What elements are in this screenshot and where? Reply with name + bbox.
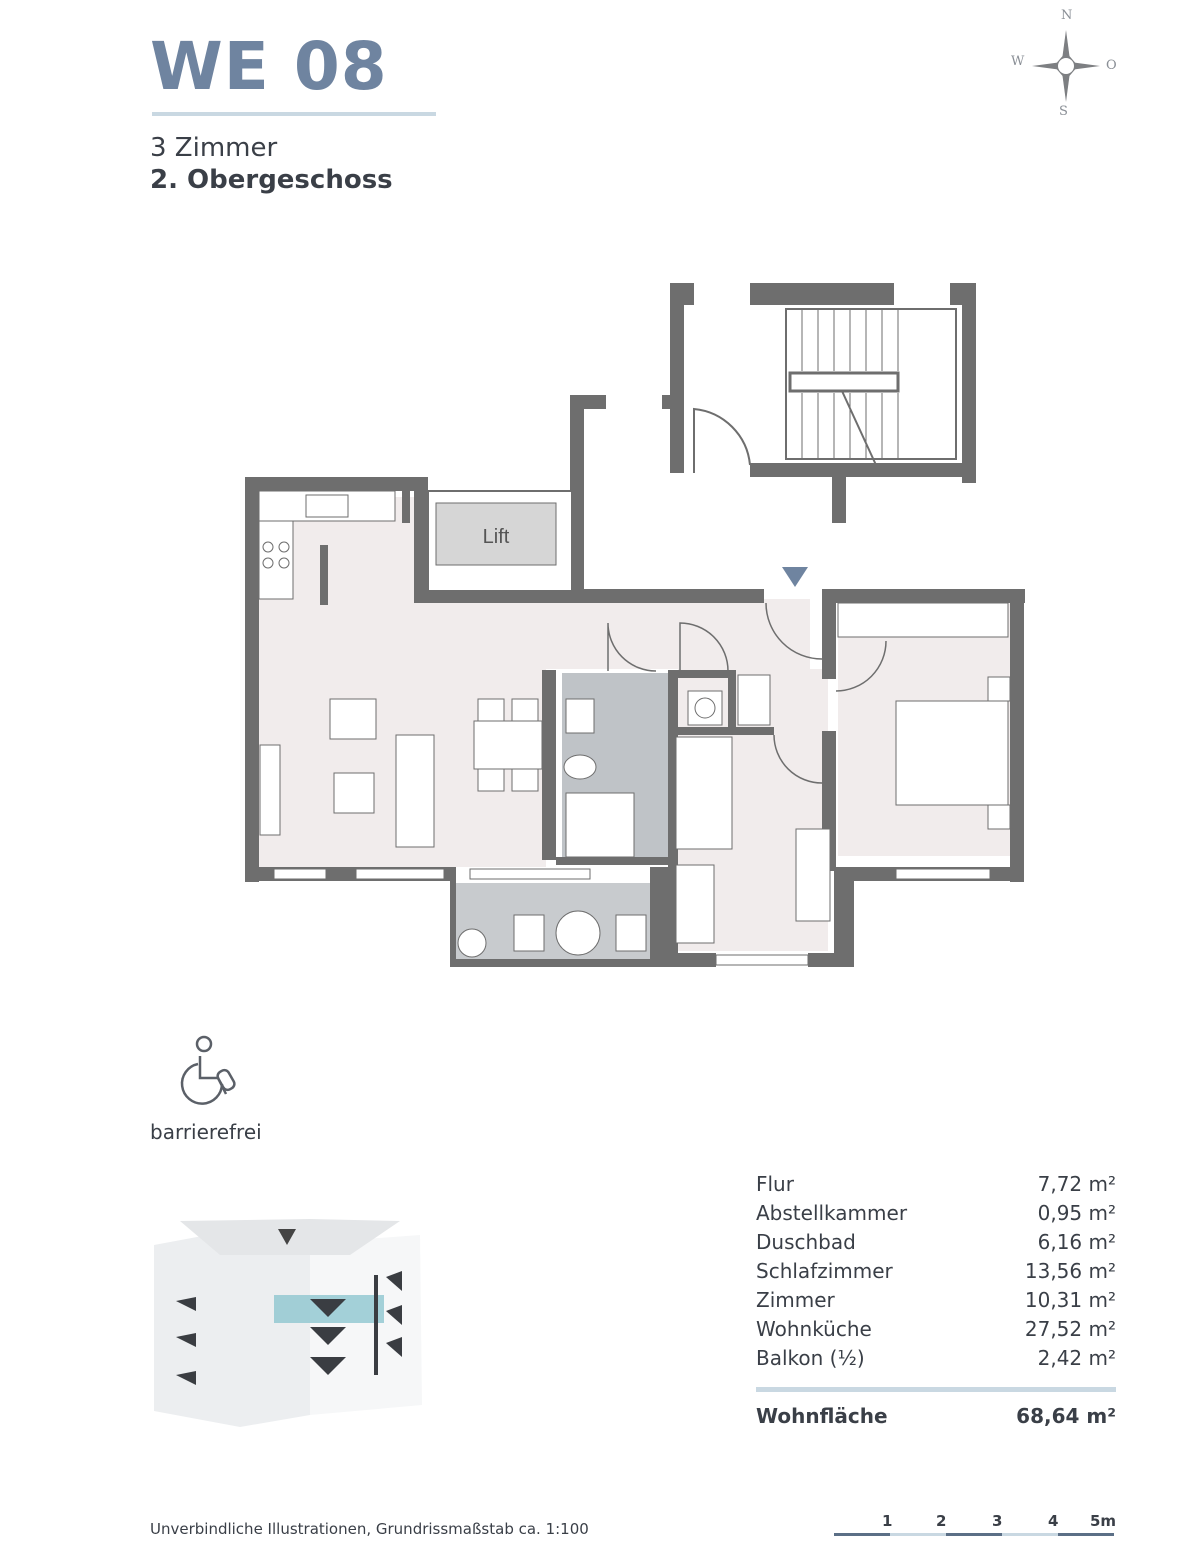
scale-bar bbox=[832, 1512, 1118, 1540]
room-area: 7,72 m² bbox=[1037, 1172, 1116, 1196]
dining-chair bbox=[478, 769, 504, 791]
compass-west-label: W bbox=[1011, 54, 1025, 69]
total-area: 68,64 m² bbox=[1016, 1404, 1116, 1428]
scale-label: 3 bbox=[992, 1512, 1003, 1530]
area-row bbox=[756, 1228, 1116, 1257]
toilet bbox=[564, 755, 596, 779]
room-count: 3 Zimmer bbox=[150, 133, 278, 163]
room-area: 2,42 m² bbox=[1037, 1346, 1116, 1370]
scale-segment bbox=[946, 1533, 1002, 1536]
room-name: Duschbad bbox=[756, 1230, 856, 1254]
room-name: Balkon (½) bbox=[756, 1346, 865, 1370]
washbasin bbox=[566, 699, 594, 733]
total-divider bbox=[756, 1387, 1116, 1392]
room-area: 0,95 m² bbox=[1037, 1201, 1116, 1225]
scale-segment bbox=[1002, 1533, 1058, 1536]
scale-segment bbox=[890, 1533, 946, 1536]
desk bbox=[676, 865, 714, 943]
scale-label: 5m bbox=[1090, 1512, 1117, 1530]
sofa bbox=[396, 735, 434, 847]
building-illustration bbox=[150, 1215, 430, 1430]
balcony-table bbox=[556, 911, 600, 955]
nightstand bbox=[988, 677, 1010, 701]
room-name: Flur bbox=[756, 1172, 794, 1196]
room-name: Zimmer bbox=[756, 1288, 835, 1312]
balcony-chair bbox=[616, 915, 646, 951]
balcony-chair bbox=[514, 915, 544, 951]
compass-rose bbox=[1006, 8, 1122, 120]
lift-label: Lift bbox=[482, 526, 510, 548]
room-name: Abstellkammer bbox=[756, 1201, 908, 1225]
floor-plan bbox=[230, 275, 1040, 975]
room-area: 13,56 m² bbox=[1024, 1259, 1116, 1283]
hallway-floor bbox=[420, 599, 810, 669]
room-name: Wohnküche bbox=[756, 1317, 872, 1341]
wardrobe bbox=[796, 829, 830, 921]
dining-chair bbox=[478, 699, 504, 721]
room-name: Schlafzimmer bbox=[756, 1259, 893, 1283]
area-table bbox=[756, 1170, 1116, 1428]
scale-segment bbox=[834, 1533, 890, 1536]
area-row bbox=[756, 1315, 1116, 1344]
coffee-table bbox=[334, 773, 374, 813]
entrance-arrow-icon bbox=[782, 567, 808, 587]
scale-label: 1 bbox=[882, 1512, 893, 1530]
scale-segment bbox=[1058, 1533, 1114, 1536]
accessibility-label: barrierefrei bbox=[150, 1120, 262, 1144]
armchair bbox=[330, 699, 376, 739]
disclaimer-note: Unverbindliche Illustrationen, Grundrissmaßstab ca. 1:100 bbox=[150, 1520, 589, 1538]
sideboard bbox=[260, 745, 280, 835]
scale-label: 2 bbox=[936, 1512, 947, 1530]
compass-north-label: N bbox=[1061, 8, 1073, 23]
compass-east-label: O bbox=[1106, 58, 1117, 73]
compass-south-label: S bbox=[1059, 104, 1068, 119]
wheelchair-icon bbox=[176, 1034, 240, 1110]
area-row bbox=[756, 1257, 1116, 1286]
sink-icon bbox=[306, 495, 348, 517]
dining-chair bbox=[512, 769, 538, 791]
compass-star-icon bbox=[1030, 28, 1102, 104]
staircase bbox=[662, 283, 976, 523]
double-bed bbox=[896, 701, 1008, 805]
area-row bbox=[756, 1199, 1116, 1228]
area-row bbox=[756, 1286, 1116, 1315]
bedroom-wardrobe bbox=[838, 603, 1008, 637]
area-row bbox=[756, 1170, 1116, 1199]
total-row bbox=[756, 1404, 1116, 1428]
room-area: 27,52 m² bbox=[1024, 1317, 1116, 1341]
scale-label: 4 bbox=[1048, 1512, 1059, 1530]
room-area: 6,16 m² bbox=[1037, 1230, 1116, 1254]
total-label: Wohnfläche bbox=[756, 1404, 888, 1428]
room-area: 10,31 m² bbox=[1024, 1288, 1116, 1312]
title-underline bbox=[152, 112, 436, 116]
area-row bbox=[756, 1344, 1116, 1373]
floor-level: 2. Obergeschoss bbox=[150, 165, 393, 195]
dining-table bbox=[474, 721, 542, 769]
unit-title: WE 08 bbox=[150, 28, 388, 105]
single-bed bbox=[676, 737, 732, 849]
storage-shelf bbox=[738, 675, 770, 725]
plant-icon bbox=[458, 929, 486, 957]
shower bbox=[566, 793, 634, 857]
nightstand bbox=[988, 805, 1010, 829]
dining-chair bbox=[512, 699, 538, 721]
